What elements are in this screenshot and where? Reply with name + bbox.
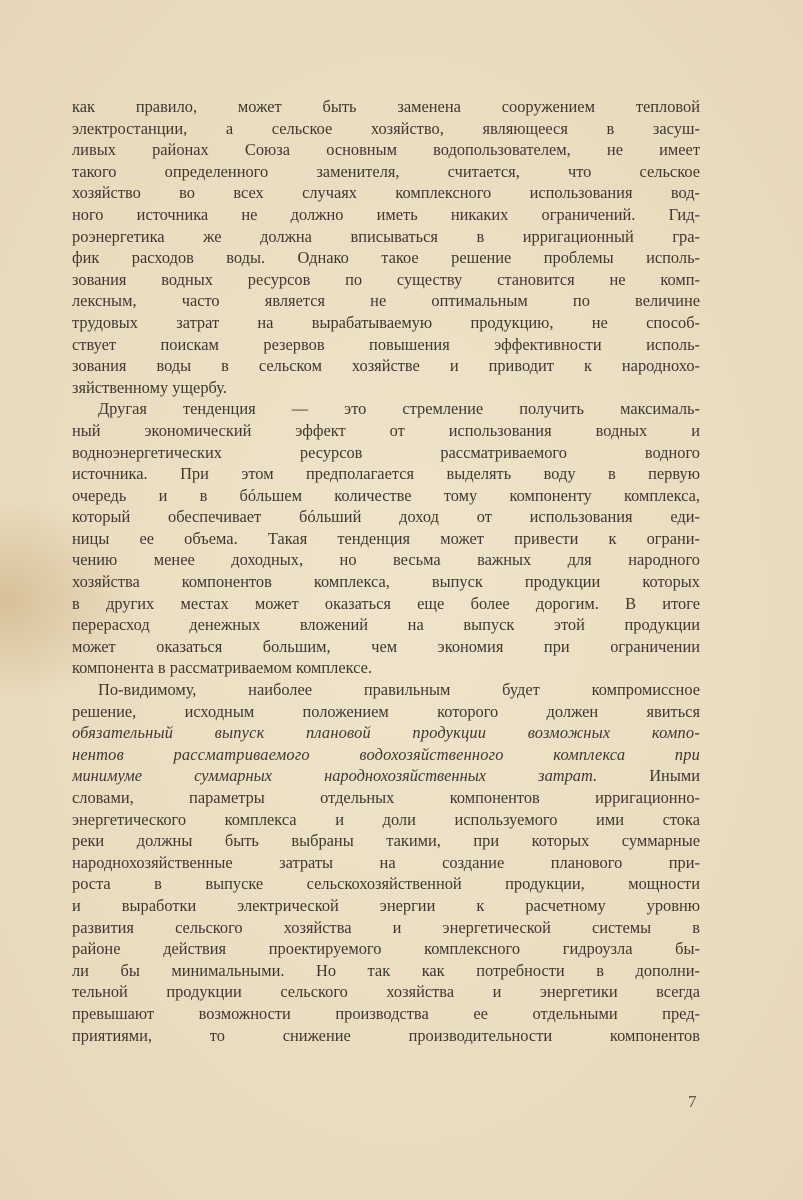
text-line: чению менее доходных, но весьма важных для народного	[72, 550, 700, 570]
text-line	[72, 765, 700, 787]
text-line: энергетического комплекса и доли используемого ими стока	[72, 809, 700, 829]
text-line: лексным, часто является не оптимальным по величине	[72, 291, 700, 311]
text-line: очередь и в бóльшем количестве тому компоненту комплекса,	[72, 485, 700, 505]
text-line: превышают возможности производства ее отдельными пред-	[72, 1003, 700, 1023]
text-line: который обеспечивает бóльший доход от использования еди-	[72, 507, 700, 527]
text-line: обязательный выпуск плановой продукции возможных компо-	[72, 723, 700, 743]
text-line: источника. При этом предполагается выделять воду в первую	[72, 464, 700, 484]
text-line: как правило, может быть заменена сооружением тепловой	[72, 97, 700, 116]
text-line: словами, параметры отдельных компонентов ирригационно-	[72, 788, 700, 807]
text-line: нентов рассматриваемого водохозяйственного комплекса при	[72, 744, 700, 764]
text-line: может оказаться большим, чем экономия при ограничении	[72, 636, 700, 656]
text-line: ный экономический эффект от использования водных и	[72, 420, 700, 440]
text-line: и выработки электрической энергии к расчетному уровню	[72, 895, 700, 915]
text-line: ствует поискам резервов повышения эффективности исполь-	[72, 334, 700, 354]
emphasis-text: минимуме суммарных народнохозяйственных затрат.	[72, 766, 598, 786]
text-line: реки должны быть выбраны такими, при которых суммарные	[72, 831, 700, 851]
text-line: приятиями, то снижение производительности компонентов	[72, 1025, 700, 1045]
text-line: зования водных ресурсов по существу становится не комп-	[72, 269, 700, 289]
text-line: развития сельского хозяйства и энергетической системы в	[72, 917, 700, 937]
text-line: ницы ее объема. Такая тенденция может привести к ограни-	[72, 528, 700, 548]
text-line: народнохозяйственные затраты на создание планового при-	[72, 852, 700, 872]
text-line: электростанции, а сельское хозяйство, являющееся в засуш-	[72, 118, 700, 138]
text-line: решение, исходным положением которого должен явиться	[72, 701, 700, 721]
page-number: 7	[688, 1092, 697, 1111]
text-line: трудовых затрат на вырабатываемую продукцию, не способ-	[72, 312, 700, 332]
text-line: районе действия проектируемого комплексного гидроузла бы-	[72, 939, 700, 959]
text-line: роста в выпуске сельскохозяйственной продукции, мощности	[72, 874, 700, 894]
text-line: перерасход денежных вложений на выпуск этой продукции	[72, 615, 700, 635]
roman-text: Иными	[597, 766, 700, 786]
text-line: Другая тенденция — это стремление получить максималь-	[98, 399, 700, 419]
text-line: тельной продукции сельского хозяйства и энергетики всегда	[72, 982, 700, 1002]
body-text	[72, 96, 700, 1046]
text-line: хозяйства компонентов комплекса, выпуск продукции которых	[72, 572, 700, 592]
text-line: такого определенного заменителя, считается, что сельское	[72, 161, 700, 181]
text-line: компонента в рассматриваемом комплексе.	[72, 658, 373, 678]
text-line: в других местах может оказаться еще более дорогим. В итоге	[72, 593, 700, 613]
text-line: фик расходов воды. Однако такое решение проблемы исполь-	[72, 248, 700, 268]
text-line: роэнергетика же должна вписываться в ирригационный гра-	[72, 226, 700, 246]
text-line: По-видимому, наиболее правильным будет компромиссное	[98, 680, 700, 700]
text-line: хозяйство во всех случаях комплексного использования вод-	[72, 183, 700, 203]
text-line: ли бы минимальными. Но так как потребности в дополни-	[72, 960, 700, 980]
text-line: ливых районах Союза основным водопользователем, не имеет	[72, 140, 700, 160]
text-line: ного источника не должно иметь никаких ограничений. Гид-	[72, 204, 700, 224]
text-line: водноэнергетических ресурсов рассматриваемого водного	[72, 442, 700, 462]
text-line: зяйственному ущербу.	[72, 377, 227, 397]
text-line: зования воды в сельском хозяйстве и приводит к народнохо-	[72, 356, 700, 376]
